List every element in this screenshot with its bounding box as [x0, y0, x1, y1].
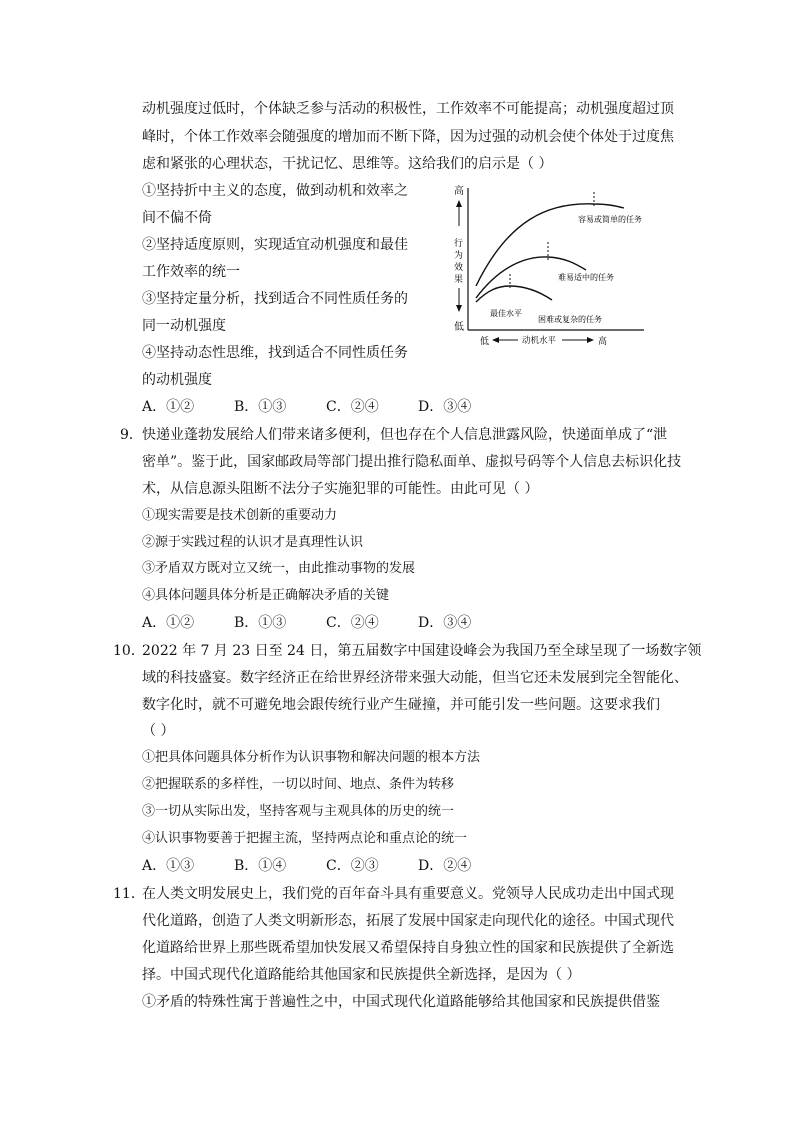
- y-arrowhead-down: [456, 305, 462, 312]
- q10-number: 10．: [113, 643, 145, 659]
- q9-number: 9．: [120, 427, 143, 443]
- q8-statement-4a: ④坚持动态性思维，找到适合不同性质任务: [142, 345, 408, 361]
- q9-statement-2: ②源于实践过程的认识才是真理性认识: [142, 535, 364, 550]
- q11-stem-line-3: 化道路给世界上那些既希望加快发展又希望保持自身独立性的国家和民族提供了全新选: [142, 940, 674, 956]
- y-label-char-4: 果: [454, 275, 464, 285]
- q9-option-b[interactable]: B．①③: [234, 615, 287, 631]
- q10-options: [142, 857, 471, 875]
- y-low-label: 低: [454, 322, 464, 333]
- q10-option-c[interactable]: C．②③: [326, 858, 379, 874]
- q8-option-d[interactable]: D．③④: [418, 399, 472, 415]
- x-low-label: 低: [480, 337, 490, 347]
- q9-statement-4: ④具体问题具体分析是正确解决矛盾的关键: [142, 588, 390, 603]
- q11-number: 11．: [113, 886, 145, 902]
- q11-stem-line-1: 在人类文明发展史上，我们党的百年奋斗具有重要意义。党领导人民成功走出中国式现: [142, 886, 674, 902]
- label-medium-task: 难易适中的任务: [558, 273, 614, 282]
- q9-stem-line-1: 快递业蓬勃发展给人们带来诸多便利，但也存在个人信息泄露风险，快递面单成了“泄: [142, 427, 668, 443]
- y-high-label: 高: [454, 186, 464, 197]
- motivation-performance-figure: [448, 180, 648, 348]
- q8-statement-3b: 同一动机强度: [142, 318, 226, 334]
- x-axis-label: 动机水平: [522, 336, 557, 346]
- q8-statement-1b: 间不偏不倚: [142, 210, 212, 226]
- q9-statement-3: ③矛盾双方既对立又统一，由此推动事物的发展: [142, 561, 416, 576]
- q8-stem-line-2: 峰时，个体工作效率会随强度的增加而不断下降，因为过强的动机会使个体处于过度焦: [142, 129, 674, 145]
- q9-option-d[interactable]: D．③④: [418, 615, 472, 631]
- curve-hard-task: [476, 286, 552, 302]
- q10-stem-line-1: 2022 年 7 月 23 日至 24 日，第五届数字中国建设峰会为我国乃至全球呈现了一场数字领: [142, 643, 702, 659]
- x-arrowhead-right: [587, 337, 594, 343]
- y-label-char-1: 行: [454, 239, 464, 249]
- q11-stem-line-2: 代化道路，创造了人类文明新形态，拓展了发展中国家走向现代化的途径。中国式现代: [142, 913, 674, 929]
- q10-stem-line-2: 域的科技盛宴。数字经济正在给世界经济带来强大动能，但当它还未发展到完全智能化、: [142, 670, 688, 686]
- q8-statement-4b: 的动机强度: [142, 372, 212, 388]
- x-high-label: 高: [598, 337, 608, 347]
- q8-option-a[interactable]: A．①②: [142, 399, 195, 415]
- q8-stem-line-3: 虑和紧张的心理状态，干扰记忆、思维等。这给我们的启示是（ ）: [142, 156, 553, 172]
- q8-statement-2b: 工作效率的统一: [142, 264, 240, 280]
- q9-option-c[interactable]: C．②④: [326, 615, 379, 631]
- q9-stem-line-3: 术，从信息源头阻断不法分子实施犯罪的可能性。由此可见（ ）: [142, 481, 539, 497]
- label-optimum: 最佳水平: [490, 309, 522, 318]
- q8-statement-1a: ①坚持折中主义的态度，做到动机和效率之: [142, 183, 408, 199]
- q10-statement-1: ①把具体问题具体分析作为认识事物和解决问题的根本方法: [142, 750, 481, 765]
- q9-statement-1: ①现实需要是技术创新的重要动力: [142, 508, 338, 523]
- y-arrowhead-up: [456, 200, 462, 207]
- q8-option-b[interactable]: B．①③: [234, 399, 287, 415]
- q8-statement-2a: ②坚持适度原则，实现适宜动机强度和最佳: [142, 237, 408, 253]
- q8-stem-line-1: 动机强度过低时，个体缺乏参与活动的积极性，工作效率不可能提高；动机强度超过顶: [142, 101, 674, 117]
- q8-option-c[interactable]: C．②④: [326, 399, 379, 415]
- q9-options: [142, 614, 471, 632]
- y-label-char-3: 效: [454, 263, 464, 273]
- q9-stem-line-2: 密单”。鉴于此，国家邮政局等部门提出推行隐私面单、虚拟号码等个人信息去标识化技: [142, 454, 682, 470]
- q10-statement-3: ③一切从实际出发，坚持客观与主观具体的历史的统一: [142, 804, 455, 819]
- q10-option-b[interactable]: B．①④: [234, 858, 287, 874]
- q10-statement-4: ④认识事物要善于把握主流，坚持两点论和重点论的统一: [142, 831, 468, 846]
- q10-stem-line-3: 数字化时，就不可避免地会跟传统行业产生碰撞，并可能引发一些问题。这要求我们: [142, 697, 660, 713]
- q8-statement-3a: ③坚持定量分析，找到适合不同性质任务的: [142, 291, 408, 307]
- q10-option-d[interactable]: D．②④: [418, 858, 472, 874]
- q10-stem-line-4: （ ）: [142, 723, 175, 739]
- q10-option-a[interactable]: A．①③: [142, 858, 195, 874]
- label-hard-task: 困难或复杂的任务: [538, 315, 602, 324]
- q8-options: [142, 398, 471, 416]
- q9-option-a[interactable]: A．①②: [142, 615, 195, 631]
- q11-statement-1: ①矛盾的特殊性寓于普遍性之中，中国式现代化道路能够给其他国家和民族提供借鉴: [142, 994, 660, 1010]
- y-label-char-2: 为: [454, 251, 464, 261]
- label-easy-task: 容易或简单的任务: [578, 215, 642, 224]
- x-arrowhead-left: [492, 337, 499, 343]
- q11-stem-line-4: 择。中国式现代化道路能给其他国家和民族提供全新选择，是因为（ ）: [142, 967, 581, 983]
- q10-statement-2: ②把握联系的多样性，一切以时间、地点、条件为转移: [142, 777, 455, 792]
